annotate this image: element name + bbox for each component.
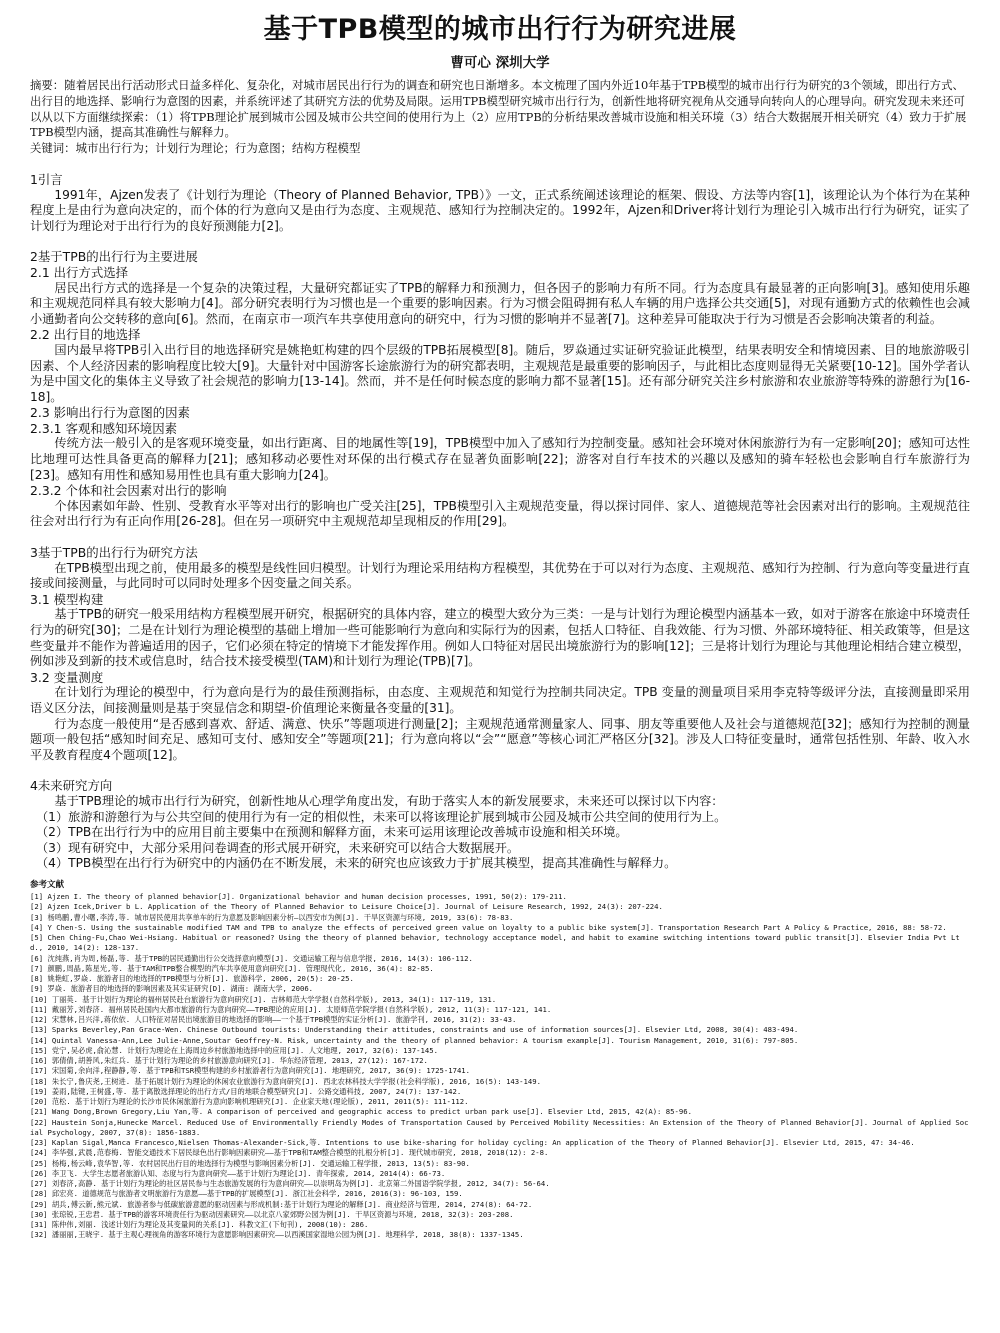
reference-entry: [15] 党宁,吴必虎,俞沁慧. 计划行为理论在上海周边乡村旅游地选择中的应用[J]. 人文地理, 2017, 32(6): 137-145. [30,1045,439,1055]
section-heading: 4未来研究方向 [30,778,113,794]
reference-entry: [25] 杨梅,杨云峰,袁华智,等. 农村居民出行目的地选择行为模型与影响因素分析[J]. 交通运输工程学报, 2013, 13(5): 83-90. [30,1158,470,1168]
author-line: 曹可心 深圳大学 [450,55,550,71]
section-heading: 3.2 变量测度 [30,669,104,685]
reference-entry: [27] 刘春济,高静. 基于计划行为理论的社区居民参与生态旅游发展的行为意向研究——以崇明岛为例[J]. 北京第二外国语学院学报, 2012, 34(7): 56-64. [30,1179,550,1189]
references-heading: 参考文献 [30,879,65,890]
reference-entry: [23] Kaplan Sigal,Manca Francesco,Nielsen Thomas-Alexander-Sick,等. Intentions to use bike-sharing for holiday cycling: An application of the Theory of Planned Behavior[J]. Elsevier Ltd, 2015, 47: 34-46. [30,1138,915,1148]
reference-entry: [31] 陈仲伟,刘丽. 浅述计划行为理论及其变量间的关系[J]. 科教文汇(下旬刊), 2008(10): 286. [30,1220,369,1230]
keywords: 关键词：城市出行行为；计划行为理论；行为意图；结构方程模型 [30,141,361,156]
reference-entry: [7] 颜鹏,周晶,陈星光,等. 基于TAM和TPB整合模型的汽车共享使用意向研究[J]. 管理现代化, 2016, 36(4): 82-85. [30,963,434,973]
reference-entry: [29] 胡兵,傅云新,熊元斌. 旅游者参与低碳旅游意愿的驱动因素与形成机制:基于计划行为理论的解释[J]. 商业经济与管理, 2014, 274(8): 64-72. [30,1199,533,1209]
reference-entry: [12] 宋慧林,吕兴洋,蒋依依. 人口特征对居民出境旅游目的地选择的影响——一个基于TPB模型的实证分析[J]. 旅游学刊, 2016, 31(2): 33-43. [30,1015,517,1025]
reference-entry: [13] Sparks Beverley,Pan Grace-Wen. Chinese Outbound tourists: Understanding their attitudes, constraints and use of information sources[J]. Elsevier Ltd, 2008, 30(4): 483-494. [30,1025,799,1035]
reference-entry: [6] 沈纯燕,肖为周,杨磊,等. 基于TPB的居民通勤出行公交选择意向模型[J]. 交通运输工程与信息学报, 2016, 14(3): 106-112. [30,953,473,963]
reference-entry: [10] 丁丽英. 基于计划行为理论的福州居民赴台旅游行为意向研究[J]. 吉林师范大学学报(自然科学版), 2013, 34(1): 117-119, 131. [30,994,497,1004]
section-heading: 1引言 [30,171,63,187]
reference-entry: [4] Y Chen-S. Using the sustainable modified TAM and TPB to analyze the effects of perceived green value on loyalty to a public bike system[J]. Transportation Research Part A Policy & Practice, 2016, 88: 58-72. [30,922,947,932]
reference-entry: [19] 姜雨,陆键,王树盛,等. 基于离散选择理论的出行方式/目的地联合模型研究[J]. 公路交通科技, 2007, 24(7): 137-142. [30,1086,462,1096]
section-heading: 2基于TPB的出行行为主要进展 [30,249,198,265]
section-heading: 3.1 模型构建 [30,591,104,607]
reference-entry: [18] 朱长宁,鲁庆尧,王树进. 基于拓展计划行为理论的休闲农业旅游行为意向研究[J]. 西北农林科技大学学报(社会科学版), 2016, 16(5): 143-149. [30,1076,541,1086]
paragraph: 行为态度一般使用“是否感到喜欢、舒适、满意、快乐”等题项进行测量[2]；主观规范通常测量家人、同事、朋友等重要他人及社会与道德规范[32]；感知行为控制的测量题项一般包括“感知时间充足、感知可支付、感知安全”等题项[21]；行为意向将以“会”“愿意”等核心词汇严格区分[32]。涉及人口特征变量时，通常包括性别、年龄、收入水平及教育程度4个题项[12]。 [30,716,970,762]
reference-entry: [32] 潘丽丽,王晓宇. 基于主观心理视角的游客环境行为意愿影响因素研究——以西溪国家湿地公园为例[J]. 地理科学, 2018, 38(8): 1337-1345. [30,1230,524,1240]
paragraph: 1991年，Ajzen发表了《计划行为理论（Theory of Planned Behavior, TPB）》一文，正式系统阐述该理论的框架、假设、方法等内容[1]，该理论认为个体行为在某种程度上是由行为意向决定的，而个体的行为意向又是由行为态度、主观规范、感知行为控制决定的。1992年，Ajzen和Driver将计划行为理论引入城市出行行为研究，证实了计划行为理论对于出行行为的良好预测能力[2]。 [30,187,970,233]
reference-list [30,892,970,1241]
article-body [30,172,970,872]
paragraph: 国内最早将TPB引入出行目的地选择研究是姚艳虹构建的四个层级的TPB拓展模型[8]。随后，罗焱通过实证研究验证此模型，结果表明安全和情境因素、目的地旅游吸引因素、个人经济因素的影响程度比较大[9]。大量针对中国游客长途旅游行为的研究都表明，主观规范是最重要的影响因子，与此相比态度则显得无关紧要[10-12]。国外学者认为是中国文化的集体主义导致了社会规范的影响力[13-14]。然而，并不是任何时候态度的影响力都不显著[15]。还有部分研究关注乡村旅游和农业旅游等特殊的游憩行为[16-18]。 [30,342,970,404]
reference-entry: [20] 范松. 基于计划行为理论的长沙市民休闲旅游行为意向影响机理研究[J]. 企业家天地(理论版), 2011, 2011(5): 111-112. [30,1097,469,1107]
article-title: 基于TPB模型的城市出行行为研究进展 [263,14,737,45]
list-item: （2）TPB在出行行为中的应用目前主要集中在预测和解释方面，未来可运用该理论改善城市设施和相关环境。 [36,825,628,840]
paragraph: 基于TPB理论的城市出行行为研究，创新性地从心理学角度出发，有助于落实人本的新发展要求，未来还可以探讨以下内容： [54,793,724,808]
list-item: （4）TPB模型在出行行为研究中的内涵仍在不断发展，未来的研究也应该致力于扩展其模型，提高其准确性与解释力。 [36,856,677,871]
reference-entry: [1] Ajzen I. The theory of planned behavior[J]. Organizational behavior and human decision processes, 1991, 50(2): 179-211. [30,892,567,902]
reference-entry: [16] 郭倩倩,胡善风,朱红兵. 基于计划行为理论的乡村旅游意向研究[J]. 华东经济管理, 2013, 27(12): 167-172. [30,1056,428,1066]
reference-entry: [30] 张琼锐,王忠君. 基于TPB的游客环境责任行为驱动因素研究——以北京八家郊野公园为例[J]. 干旱区资源与环境, 2018, 32(3): 203-208. [30,1209,514,1219]
reference-entry: [24] 李华强,武晨,范春梅. 智能交通技术下居民绿色出行影响因素研究——基于TPB和TAM整合模型的扎根分析[J]. 现代城市研究, 2018, 2018(12): 2-8. [30,1148,549,1158]
section-heading: 2.2 出行目的地选择 [30,327,141,343]
paragraph: 个体因素如年龄、性别、受教育水平等对出行的影响也广受关注[25]，TPB模型引入主观规范变量，得以探讨同伴、家人、道德规范等社会因素对出行的影响。主观规范往往会对出行行为有正向作用[26-28]。但在另一项研究中主观规范却呈现相反的作用[29]。 [30,498,970,529]
section-heading: 2.3.1 客观和感知环境因素 [30,420,177,436]
references [30,880,970,1241]
reference-entry: [26] 李卫飞. 大学生志愿者旅游认知、态度与行为意向研究——基于计划行为理论[J]. 青年探索, 2014, 2014(4): 66-73. [30,1168,446,1178]
section-heading: 2.1 出行方式选择 [30,264,128,280]
paragraph: 基于TPB的研究一般采用结构方程模型展开研究，根据研究的具体内容，建立的模型大致分为三类：一是与计划行为理论模型内涵基本一致，如对于游客在旅途中环境责任行为的研究[30]；二是在计划行为理论模型的基础上增加一些可能影响行为意向和实际行为的因素，包括人口特征、自我效能、行为习惯、外部环境特征、相关政策等，但是这些变量并不能作为普遍适用的因子，它们必须在特定的情境下才能发挥作用。例如人口特征对居民出境旅游行为的影响[12]；三是将计划行为理论与其他理论相结合建立模型，例如涉及到新的技术或信息时，结合技术接受模型(TAM)和计划行为理论(TPB)[7]。 [30,607,970,669]
list-item: （1）旅游和游憩行为与公共空间的使用行为有一定的相似性，未来可以将该理论扩展到城市公园及城市公共空间的使用行为上。 [36,809,727,824]
paragraph: 在计划行为理论的模型中，行为意向是行为的最佳预测指标，由态度、主观规范和知觉行为控制共同决定。TPB 变量的测量项目采用李克特等级评分法，直接测量即采用语义区分法，间接测量则是基于突显信念和期望-价值理论来衡量各变量的[31]。 [30,685,970,715]
paragraph: 传统方法一般引入的是客观环境变量，如出行距离、目的地属性等[19]，TPB模型中加入了感知行为控制变量。感知社会环境对休闲旅游行为有一定影响[20]；感知可达性比地理可达性具备更高的解释力[21]；感知移动必要性对环保的出行模式存在显著负面影响[22]；游客对自行车技术的兴趣以及感知的骑车轻松也会影响自行车旅游行为[23]。感知有用性和感知易用性也具有重大影响力[24]。 [30,436,970,482]
paragraph: 在TPB模型出现之前，使用最多的模型是线性回归模型。计划行为理论采用结构方程模型，其优势在于可以对行为态度、主观规范、感知行为控制、行为意向等变量进行直接或间接测量，与此同时可以同时处理多个因变量之间关系。 [30,560,970,591]
reference-entry: [8] 姚艳虹,罗焱. 旅游者目的地选择的TPB模型与分析[J]. 旅游科学, 2006, 20(5): 20-25. [30,974,354,984]
reference-entry: [2] Ajzen Icek,Driver b L. Application of the Theory of Planned Behavior to Leisure Choice[J]. Journal of Leisure Research, 1992, 24(3): 207-224. [30,902,663,912]
reference-entry: [21] Wang Dong,Brown Gregory,Liu Yan,等. A comparison of perceived and geographic access to predict urban park use[J]. Elsevier Ltd, 2015, 42(A): 85-96. [30,1107,692,1117]
reference-entry: [9] 罗焱. 旅游者目的地选择的影响因素及其实证研究[D]. 湖南: 湖南大学, 2006. [30,984,314,994]
reference-entry: [14] Quintal Vanessa-Ann,Lee Julie-Anne,Soutar Geoffrey-N. Risk, uncertainty and the theory of planned behavior: A tourism example[J]. Tourism Management, 2010, 31(6): 797-805. [30,1035,799,1045]
reference-entry: [22] Haustein Sonja,Hunecke Marcel. Reduced Use of Environmentally Friendly Modes of Transportation Caused by Perceived Mobility Necessities: An Extension of the Theory of Planned Behavior[J]. Journal of Applied Social Psychology, 2007, 37(8): 1856-1883. [30,1117,969,1137]
section-heading: 2.3.2 个体和社会因素对出行的影响 [30,483,227,499]
reference-entry: [11] 戴丽芳,刘春济. 福州居民赴国内大都市旅游的行为意向研究——TPB理论的应用[J]. 太原师范学院学报(自然科学版), 2012, 11(3): 117-121, 141. [30,1004,552,1014]
reference-entry: [5] Chen Ching-Fu,Chao Wei-Hsiang. Habitual or reasoned? Using the theory of planned behavior, technology acceptance model, and habit to examine switching intentions toward public transit[J]. Elsevier India Pvt Ltd., 2010, 14(2): 128-137. [30,933,960,953]
section-heading: 3基于TPB的出行行为研究方法 [30,545,198,561]
paragraph: 居民出行方式的选择是一个复杂的决策过程，大量研究都证实了TPB的解释力和预测力，但各因子的影响力有所不同。行为态度具有最显著的正向影响[3]。感知使用乐趣和主观规范同样具有较大影响力[4]。部分研究表明行为习惯也是一个重要的影响因素。行为习惯会阻碍拥有私人车辆的用户选择公共交通[5]，对现有通勤方式的依赖性也会减小通勤者向公交转移的意向[6]。然而，在南京市一项汽车共享使用意向的研究中，行为习惯的影响并不显著[7]。这种差异可能取决于行为习惯是否会影响决策者的利益。 [30,280,970,326]
section-heading: 2.3 影响出行行为意图的因素 [30,405,190,421]
abstract: 摘要：随着居民出行活动形式日益多样化、复杂化，对城市居民出行行为的调查和研究也日渐增多。本文梳理了国内外近10年基于TPB模型的城市出行行为研究的3个领域，即出行方式、出行目的地选择、影响行为意图的因素，并系统评述了其研究方法的优势及局限。运用TPB模型研究城市出行行为，创新性地将研究视角从交通导向转向人的心理导向。研究发现未来还可以从以下方面继续探索：（1）将TPB理论扩展到城市公园及城市公共空间的使用行为上（2）应用TPB的分析结果改善城市设施和相关环境（3）结合大数据展开相关研究（4）致力于扩展TPB模型内涵，提高其准确性与解释力。 [30,78,967,140]
reference-entry: [17] 宋国菊,余向洋,程静静,等. 基于TPB和TSR模型构建的乡村旅游者行为意向研究[J]. 地理研究, 2017, 36(9): 1725-1741. [30,1066,471,1076]
reference-entry: [28] 邱宏亮. 道德规范与旅游者文明旅游行为意愿——基于TPB的扩展模型[J]. 浙江社会科学, 2016, 2016(3): 96-103, 159. [30,1189,463,1199]
article [30,12,970,1241]
reference-entry: [3] 杨鸣鹏,曹小曙,李涛,等. 城市居民使用共享单车的行为意愿及影响因素分析—以西安市为例[J]. 干旱区资源与环境, 2019, 33(6): 78-83. [30,912,514,922]
list-item: （3）现有研究中，大部分采用问卷调查的形式展开研究，未来研究可以结合大数据展开。 [36,840,520,855]
